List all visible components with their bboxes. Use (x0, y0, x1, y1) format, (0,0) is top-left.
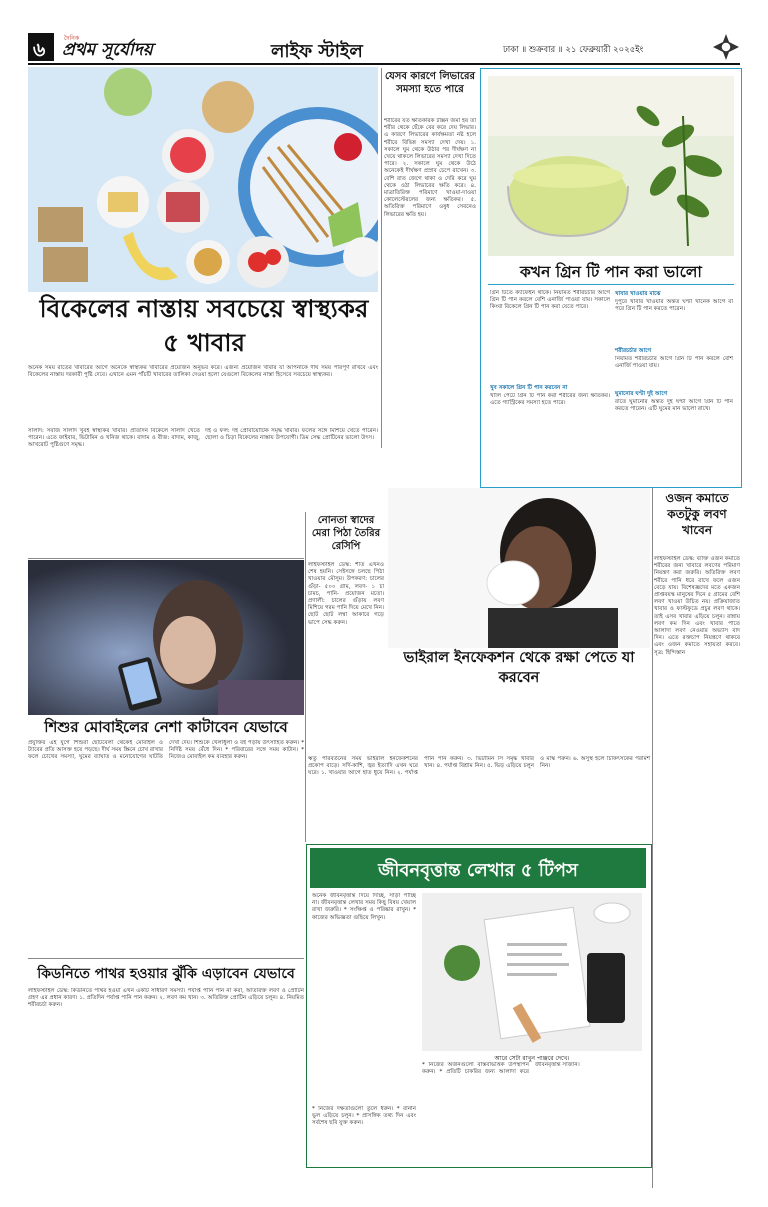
a3-sub-4: ঘুমানোর ঘণ্টা দুই আগে (615, 391, 668, 397)
a3-body-5: রাতে ঘুমানোর অন্তত দুই ঘণ্টা আগে গ্রিন টি পান করতে পারেন। এটি ঘুমের মান ভালো রাখে। (615, 399, 733, 413)
green-tea-photo (488, 76, 734, 256)
paper-tagline: দৈনিক (64, 35, 80, 42)
row-sep-2 (28, 958, 304, 959)
a3-body-4: নিয়মিত শরীরচর্চার আগে গ্রিন টি পান করলে বেশি এনার্জি পাওয়া যায়। (615, 356, 733, 370)
a8-title: জীবনবৃত্তান্ত লেখার ৫ টিপস (378, 860, 578, 881)
row-sep-1 (28, 558, 304, 559)
dateline: ঢাকা ॥ শুক্রবার ॥ ২১ ফেব্রুয়ারী ২০২৫ইং (503, 45, 644, 55)
a6-title: ভাইরাল ইনফেকশন থেকে রক্ষা পেতে যা করবেন (403, 650, 635, 686)
a3-title: কখন গ্রিন টি পান করা ভালো (520, 263, 702, 281)
a1-body-3: দই ও ফল: দই প্রোবায়োটিক সমৃদ্ধ খাবার। ফলের সঙ্গে মিশিয়ে খেতে পারেন। ছোলা ও চিড়া বিকেলের নাস্তায় উপযোগী। ডিম সেদ্ধ প্রোটিনের ভালো উৎস। (205, 428, 378, 442)
a3-title-rule (488, 284, 734, 285)
a1-body-1: অনেক সময় রাতের খাবারের আগে অনেকে স্বাস্থ্যকর খাবারের প্রয়োজন অনুভব করে। এজন্য প্রয়োজন খাবার যা আপনাকে দীর্ঘ সময় পরিপূর্ণ রাখবে এবং বিকেলের নাস্তায় দরকারী পুষ্টি দেবে। এখানে এমন পাঁচটি খাবারের তালিকা দেওয়া হলো যেগুলো বিকেলের নাস্তা হিসেবে সবচেয়ে স্বাস্থ্যকর। (28, 365, 378, 379)
section-title: লাইফ স্টাইল (271, 41, 363, 62)
a5-body: লাইফস্টাইল ডেস্ক: শীত এখনও শেষ হয়নি। সেইসঙ্গে চলছে পিঠা খাওয়ার মৌসুম। উপকরণ: চালের গুঁড়া- ৫০০ গ্রাম, লবণ- ১ চা চামচ, পানি- প্রয়োজন মতো। প্রণালী: চালের গুঁড়ায় লবণ মিশিয়ে গরম পানি দিয়ে মেখে নিন। ছোট ছোট লম্বা আকারে গড়ে ভাপে সেদ্ধ করুন। (308, 562, 384, 626)
col-sep-2 (305, 512, 306, 842)
a8-body-1: অনেক জীবনবৃত্তান্ত দিয়ে দিচ্ছি, সাড়া পাচ্ছি না। জীবনবৃত্তান্ত লেখার সময় কিছু বিষয় খেয়াল রাখা জরুরি। * সংক্ষিপ্ত ও পরিষ্কার রাখুন। * কাজের অভিজ্ঞতা গুছিয়ে লিখুন। (312, 893, 416, 921)
a9-title: কিডনিতে পাথর হওয়ার ঝুঁকি এড়াবেন যেভাবে (37, 966, 295, 982)
col-sep-3 (652, 488, 653, 1188)
a2-body: শরীরের যত ক্ষতিকারক টক্সিন জমা হয় তা শরীর থেকে ছেঁকে বের করে দেয় লিভার। এ কারণে লিভারের কার্যক্ষমতা নষ্ট হলে শরীরে বিভিন্ন সমস্যা দেখা দেয়। ১. সকালে ঘুম থেকে উঠার পর দীর্ঘক্ষণ না খেয়ে থাকলে লিভারের সমস্যা দেখা দিতে পারে। ২. সকালে ঘুম থেকে উঠে অনেকেই দীর্ঘক্ষণ প্রস্রাব চেপে রাখেন। ৩. বেশি রাত জেগে থাকা ও দেরি করে ঘুম থেকে ওঠা লিভারের ক্ষতি করে। ৪. মাত্রাতিরিক্ত পরিমাণে খাওয়া-দাওয়া কোলেস্টেরলের জন্য ক্ষতিকর। ৫. অতিরিক্ত পরিমাণে ওষুধ সেবনেও লিভারের ক্ষতি হয়। (384, 118, 476, 218)
snack-photo (28, 67, 378, 292)
child-mobile-photo (28, 560, 304, 715)
sun-ornament-icon (712, 33, 740, 61)
page-number: ৬ (33, 39, 46, 61)
a3-body-1: গ্রিন টিতে ক্যাফেইন থাকে। নিয়মিত শরীরচর্চার আগে গ্রিন টি পান করলে বেশি এনার্জি পাওয়া যায়। সকালে কিংবা বিকেলে গ্রিন টি পান করা যেতে পারে। (490, 290, 610, 311)
a1-body-2: সালাদ: সবজি সালাদ খুবই স্বাস্থ্যকর খাবার। প্রতিদিন বিকেলে সালাদ খেতে পারেন। এতে ফাইবার, ভিটামিন ও খনিজ থাকে। বাদাম ও বীজ: বাদাম, কাজু, আখরোট পুষ্টিগুণে সমৃদ্ধ। (28, 428, 200, 449)
a3-sub-1: খুব সকালে গ্রিন টি পান করবেন না (490, 385, 568, 391)
a3-body-3: দুপুরে খাবার খাওয়ার অন্তত ঘণ্টা খানেক আগে বা পরে গ্রিন টি পান করতে পারেন। (615, 299, 733, 313)
resume-photo (422, 893, 642, 1051)
a8-body-3: * নিজের অর্জনগুলো বাস্তবভিত্তিক উপস্থাপন করুন। * প্রতিটি চাকরির জন্য আলাদা করে জীবনবৃত্তান্ত সাজান। (422, 1062, 580, 1076)
a2-title: যেসব কারণে লিভারের সমস্যা হতে পারে (384, 71, 476, 95)
sneezing-woman-photo (388, 488, 650, 648)
a8-body-2: * নিজের দক্ষতাগুলো তুলে ধরুন। * বানান ভুল এড়িয়ে চলুন। * প্রাসঙ্গিক তথ্য দিন এবং সর্বশেষ ছবি যুক্ত করুন। (312, 1106, 416, 1127)
masthead (28, 33, 740, 61)
a4-body: প্রযুক্তির এই যুগে শিশুরা ছোটবেলা থেকেই মোবাইল ও ট্যাবের প্রতি আসক্ত হয়ে পড়ছে। দীর্ঘ সময় স্ক্রিনে চোখ রাখার ফলে চোখের সমস্যা, ঘুমের ব্যাঘাত ও মনোযোগের ঘাটতি দেখা দেয়। শিশুকে খেলাধুলা ও বই পড়ায় উৎসাহিত করুন। * নির্দিষ্ট সময় বেঁধে দিন। * পরিবারের সঙ্গে সময় কাটান। * নিজেও মোবাইল কম ব্যবহার করুন। (28, 740, 304, 761)
a6-body: ঋতু পরিবর্তনের সময় ভাইরাল ইনফেকশনের প্রকোপ বাড়ে। সর্দি-কাশি, জ্বর ইত্যাদি এখন ঘরে ঘরে। ১. খাওয়ার আগে হাত ধুয়ে নিন। ২. পর্যাপ্ত পানি পান করুন। ৩. ভিটামিন সি সমৃদ্ধ খাবার খান। ৪. পর্যাপ্ত বিশ্রাম নিন। ৫. ভিড় এড়িয়ে চলুন ও মাস্ক পরুন। ৬. অসুস্থ হলে চিকিৎসকের পরামর্শ নিন। (308, 756, 650, 777)
a7-body: লাইফস্টাইল ডেস্ক: ব্যক্তি ওজন কমাতে শরীরের জন্য খাবারে লবণের পরিমাণ নিয়ন্ত্রণ করা জরুরি। অতিরিক্ত লবণ শরীরে পানি ধরে রাখে ফলে ওজন বেড়ে যায়। বিশেষজ্ঞদের মতে একজন প্রাপ্তবয়স্ক মানুষের দিনে ৫ গ্রামের বেশি লবণ খাওয়া উচিত নয়। প্রক্রিয়াজাত খাবার ও ফাস্টফুডে প্রচুর লবণ থাকে। তাই এসব খাবার এড়িয়ে চলুন। রান্নায় লবণ কম দিন এবং খাবার পাতে আলাদা লবণ নেওয়ার অভ্যাস বাদ দিন। এতে রক্তচাপ নিয়ন্ত্রণে থাকবে এবং ওজন কমাতে সহায়তা করবে। সূত্র: হিন্দিস্তান (654, 556, 740, 656)
a3-sub-2: খাবার খাওয়ার মাঝে (615, 291, 661, 297)
a4-title: শিশুর মোবাইলের নেশা কাটাবেন যেভাবে (44, 718, 288, 736)
a5-title: নোনতা স্বাদের মেরা পিঠা তৈরির রেসিপি (311, 515, 381, 552)
paper-name: প্রথম সূর্যোদয় (62, 40, 153, 60)
a3-sub-3: শরীরচর্চার আগে (615, 348, 652, 354)
masthead-rule (28, 63, 740, 65)
a3-body-2: খালি পেটে গ্রিন টি পান করা শরীরের জন্য ক্ষতিকর। এতে গ্যাস্ট্রিকের সমস্যা হতে পারে। (490, 393, 610, 407)
a7-title: ওজন কমাতে কতটুকু লবণ খাবেন (665, 491, 729, 537)
a9-body: লাইফস্টাইল ডেস্ক: কিডনিতে পাথর হওয়া এখন একটি সাধারণ সমস্যা। পর্যাপ্ত পানি পান না করা, অতিরিক্ত লবণ ও প্রোটিন গ্রহণ এর প্রধান কারণ। ১. প্রতিদিন পর্যাপ্ত পানি পান করুন। ২. লবণ কম খান। ৩. অতিরিক্ত প্রোটিন এড়িয়ে চলুন। ৪. নিয়মিত শরীরচর্চা করুন। (28, 988, 304, 1009)
col-sep-1 (381, 68, 382, 448)
a8-caption: আরে সেটা রাখুন পাঞ্জরে দেখে। (494, 1055, 570, 1062)
a1-title: বিকেলের নাস্তায় সবচেয়ে স্বাস্থ্যকর ৫ খাবার (39, 294, 369, 357)
